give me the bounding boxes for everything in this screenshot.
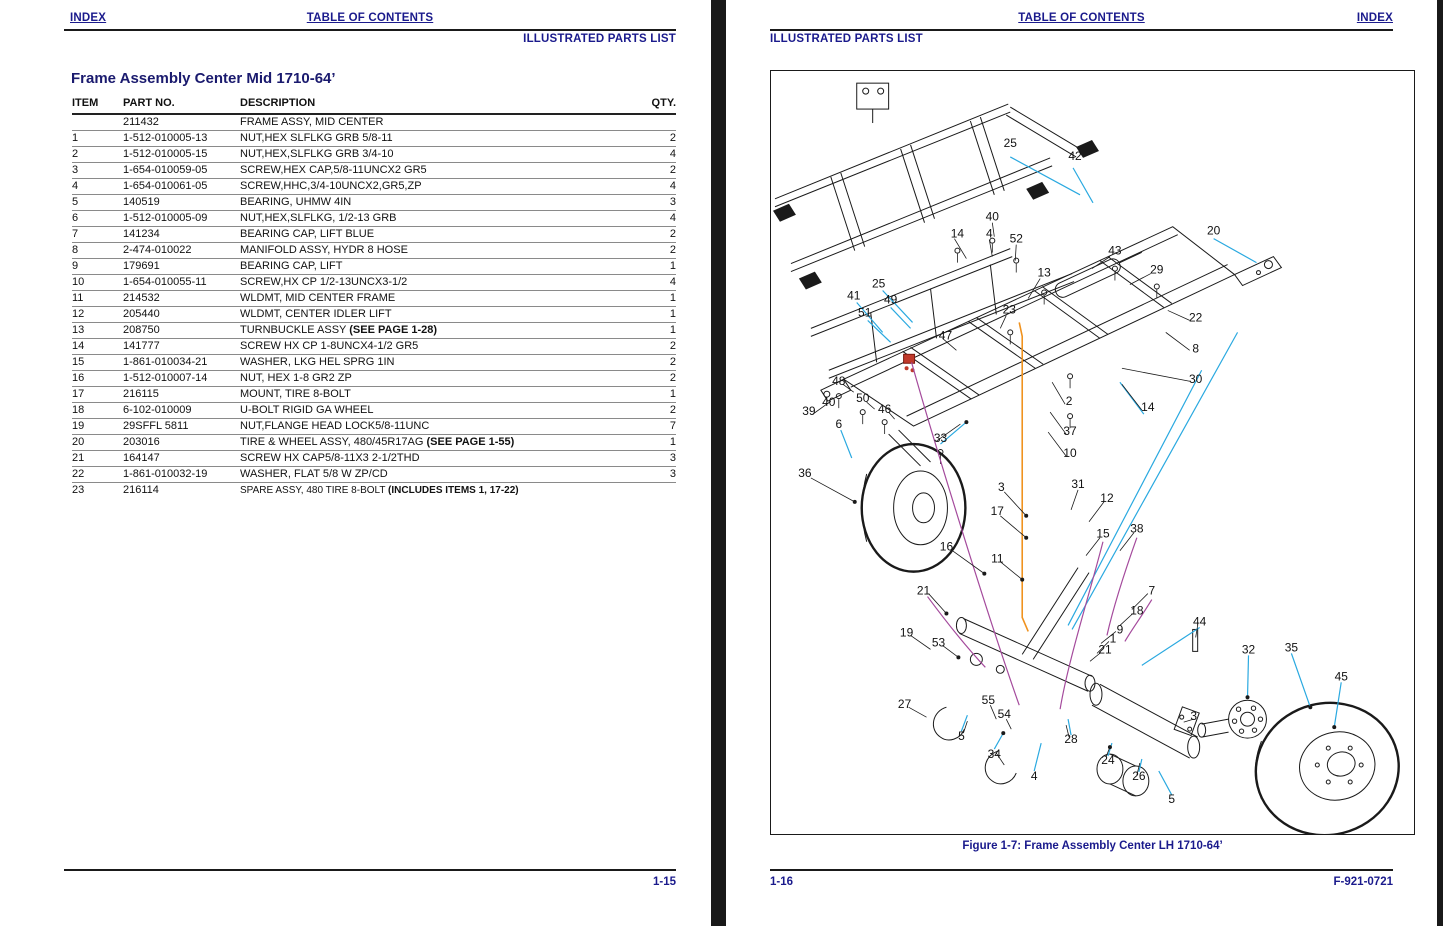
cell-description: SCREW HX CAP5/8-11X3 2-1/2THD — [240, 451, 640, 467]
footer-rule — [64, 869, 676, 871]
cell-part-no: 216115 — [123, 387, 240, 403]
fitting-red — [904, 354, 915, 372]
table-row — [72, 467, 676, 483]
cell-qty: 2 — [640, 163, 676, 179]
front-frame-section — [773, 83, 1099, 378]
cell-part-no: 141777 — [123, 339, 240, 355]
callout-5: 5 — [958, 729, 965, 744]
cell-qty: 1 — [640, 323, 676, 339]
cell-qty: 2 — [640, 355, 676, 371]
leader-line-orange — [1019, 322, 1028, 631]
cell-item: 22 — [72, 467, 123, 483]
page-left — [0, 0, 711, 926]
page-edge — [1437, 0, 1443, 926]
cell-qty — [640, 114, 676, 131]
cell-part-no: 1-512-010007-14 — [123, 371, 240, 387]
callout-30: 30 — [1189, 372, 1203, 387]
col-description: DESCRIPTION — [240, 94, 640, 114]
table-row — [72, 403, 676, 419]
cell-description: NUT,FLANGE HEAD LOCK5/8-11UNC — [240, 419, 640, 435]
callout-20: 20 — [1206, 223, 1221, 238]
callout-38: 38 — [1130, 521, 1144, 536]
hardware-bolts — [836, 238, 1159, 464]
cell-qty: 4 — [640, 179, 676, 195]
cell-qty: 1 — [640, 291, 676, 307]
table-row — [72, 275, 676, 291]
lift-arm-assembly — [933, 568, 1199, 796]
callout-33: 33 — [933, 431, 948, 446]
cell-qty — [640, 483, 676, 499]
cell-item: 6 — [72, 211, 123, 227]
cell-qty: 2 — [640, 243, 676, 259]
col-part-no: PART NO. — [123, 94, 240, 114]
cell-item: 21 — [72, 451, 123, 467]
callout-14: 14 — [950, 226, 965, 241]
callout-23: 23 — [1002, 302, 1016, 317]
cell-part-no: 1-861-010034-21 — [123, 355, 240, 371]
table-row — [72, 195, 676, 211]
table-row — [72, 483, 676, 499]
callout-9: 9 — [1116, 622, 1124, 637]
table-row — [72, 131, 676, 147]
callout-37: 37 — [1063, 424, 1077, 439]
callout-32: 32 — [1241, 642, 1256, 657]
cell-description: SCREW,HHC,3/4-10UNCX2,GR5,ZP — [240, 179, 640, 195]
cell-part-no: 141234 — [123, 227, 240, 243]
figure-caption: Figure 1-7: Frame Assembly Center LH 1710-64’ — [962, 840, 1223, 852]
callout-4: 4 — [1030, 768, 1038, 783]
page-right — [726, 0, 1437, 926]
cell-item: 13 — [72, 323, 123, 339]
callout-48: 48 — [832, 374, 846, 389]
table-row — [72, 211, 676, 227]
cell-description: NUT, HEX 1-8 GR2 ZP — [240, 371, 640, 387]
illustrated-parts-list-label: ILLUSTRATED PARTS LIST — [770, 33, 923, 45]
cell-description: SCREW,HEX CAP,5/8-11UNCX2 GR5 — [240, 163, 640, 179]
cell-part-no: 1-654-010055-11 — [123, 275, 240, 291]
table-header-row — [72, 94, 676, 114]
cell-description: FRAME ASSY, MID CENTER — [240, 114, 640, 131]
header-rule — [64, 29, 676, 31]
cell-part-no: 140519 — [123, 195, 240, 211]
cell-description: SCREW,HX CP 1/2-13UNCX3-1/2 — [240, 275, 640, 291]
cell-description: BEARING CAP, LIFT — [240, 259, 640, 275]
cell-description: WLDMT, MID CENTER FRAME — [240, 291, 640, 307]
callout-40: 40 — [985, 209, 999, 224]
cell-qty: 3 — [640, 195, 676, 211]
cell-description: TURNBUCKLE ASSY (SEE PAGE 1-28) — [240, 323, 640, 339]
cell-part-no: 214532 — [123, 291, 240, 307]
callout-3: 3 — [1190, 709, 1198, 724]
callout-5: 5 — [1168, 791, 1176, 806]
callout-24: 24 — [1101, 753, 1115, 768]
callout-2: 2 — [1065, 394, 1073, 409]
cell-item: 11 — [72, 291, 123, 307]
callout-1: 1 — [1109, 631, 1117, 646]
frame-assembly-diagram — [771, 71, 1414, 834]
cell-qty: 1 — [640, 259, 676, 275]
leader-lines-magenta — [912, 362, 1152, 709]
tire-right — [1242, 688, 1413, 834]
cell-part-no: 1-654-010061-05 — [123, 179, 240, 195]
cell-item: 2 — [72, 147, 123, 163]
callout-34: 34 — [987, 747, 1001, 762]
cell-qty: 1 — [640, 435, 676, 451]
document-number: F-921-0721 — [1333, 876, 1393, 888]
hub-assembly — [1198, 700, 1267, 738]
cell-item: 7 — [72, 227, 123, 243]
cell-item: 4 — [72, 179, 123, 195]
callout-46: 46 — [877, 402, 892, 417]
cell-part-no: 1-512-010005-15 — [123, 147, 240, 163]
cell-qty: 4 — [640, 211, 676, 227]
callout-18: 18 — [1130, 603, 1144, 618]
cell-qty: 2 — [640, 403, 676, 419]
cell-description: BEARING CAP, LIFT BLUE — [240, 227, 640, 243]
cell-item: 14 — [72, 339, 123, 355]
cell-item: 23 — [72, 484, 85, 496]
cell-description: U-BOLT RIGID GA WHEEL — [240, 403, 640, 419]
callout-49: 49 — [883, 292, 898, 307]
cell-description: SCREW HX CP 1-8UNCX4-1/2 GR5 — [240, 339, 640, 355]
callout-43: 43 — [1108, 243, 1122, 258]
table-row — [72, 419, 676, 435]
cell-qty: 3 — [640, 467, 676, 483]
callout-41: 41 — [847, 288, 861, 303]
table-row — [72, 147, 676, 163]
cell-description: MANIFOLD ASSY, HYDR 8 HOSE — [240, 243, 640, 259]
table-row — [72, 179, 676, 195]
callout-numbers — [798, 136, 1348, 806]
page-number: 1-16 — [770, 876, 794, 888]
cell-part-no: 216114 — [123, 484, 159, 496]
cell-part-no: 1-654-010059-05 — [123, 163, 240, 179]
cell-qty: 1 — [640, 307, 676, 323]
parts-table-body — [72, 114, 676, 498]
callout-17: 17 — [990, 503, 1004, 518]
cell-description: NUT,HEX,SLFLKG GRB 3/4-10 — [240, 147, 640, 163]
callout-51: 51 — [858, 305, 872, 320]
col-qty: QTY. — [640, 94, 676, 114]
cell-part-no: 2-474-010022 — [123, 243, 240, 259]
table-row — [72, 114, 676, 131]
callout-25: 25 — [1003, 135, 1017, 150]
cell-qty: 2 — [640, 227, 676, 243]
cell-item: 8 — [72, 243, 123, 259]
cell-description: MOUNT, TIRE 8-BOLT — [240, 387, 640, 403]
col-item: ITEM — [72, 94, 123, 114]
callout-53: 53 — [931, 635, 946, 650]
cell-item: 19 — [72, 419, 123, 435]
page-number: 1-15 — [652, 876, 676, 888]
callout-44: 44 — [1193, 614, 1207, 629]
cell-part-no: 29SFFL 5811 — [123, 419, 240, 435]
callout-54: 54 — [997, 707, 1011, 722]
callout-21: 21 — [916, 583, 931, 598]
cell-part-no: 1-512-010005-13 — [123, 131, 240, 147]
table-row — [72, 307, 676, 323]
cell-item: 5 — [72, 195, 123, 211]
table-row — [72, 323, 676, 339]
cell-description: NUT,HEX SLFLKG GRB 5/8-11 — [240, 131, 640, 147]
callout-52: 52 — [1009, 231, 1023, 246]
table-row — [72, 451, 676, 467]
cell-description: WASHER, FLAT 5/8 W ZP/CD — [240, 467, 640, 483]
cell-part-no: 6-102-010009 — [123, 403, 240, 419]
callout-11: 11 — [991, 551, 1004, 566]
callout-45: 45 — [1334, 669, 1348, 684]
cell-item: 10 — [72, 275, 123, 291]
callout-14: 14 — [1141, 400, 1155, 415]
callout-39: 39 — [802, 404, 816, 419]
callout-6: 6 — [835, 417, 843, 432]
cell-item — [72, 114, 123, 131]
callout-42: 42 — [1068, 148, 1082, 163]
callout-55: 55 — [981, 693, 995, 708]
cell-qty: 7 — [640, 419, 676, 435]
parts-table — [72, 94, 676, 498]
callout-35: 35 — [1284, 640, 1299, 655]
callout-50: 50 — [856, 391, 870, 406]
cell-item: 17 — [72, 387, 123, 403]
cell-part-no: 179691 — [123, 259, 240, 275]
cell-part-no: 1-512-010005-09 — [123, 211, 240, 227]
callout-47: 47 — [938, 328, 953, 343]
callout-13: 13 — [1037, 265, 1051, 280]
cell-item: 9 — [72, 259, 123, 275]
callout-7: 7 — [1148, 583, 1156, 598]
header-rule — [770, 29, 1393, 31]
callout-26: 26 — [1132, 768, 1146, 783]
figure-box — [770, 70, 1415, 835]
callout-12: 12 — [1100, 490, 1114, 505]
illustrated-parts-list-label: ILLUSTRATED PARTS LIST — [523, 33, 676, 45]
table-row — [72, 435, 676, 451]
cell-part-no: 164147 — [123, 451, 240, 467]
cell-part-no: 211432 — [123, 114, 240, 131]
footer-rule — [770, 869, 1393, 871]
page-gutter — [711, 0, 726, 926]
table-row — [72, 163, 676, 179]
table-row — [72, 243, 676, 259]
table-row — [72, 259, 676, 275]
cell-item: 20 — [72, 435, 123, 451]
callout-29: 29 — [1150, 262, 1164, 277]
callout-10: 10 — [1063, 445, 1077, 460]
callout-40: 40 — [822, 395, 836, 410]
cell-qty: 3 — [640, 451, 676, 467]
table-row — [72, 371, 676, 387]
cell-part-no: 208750 — [123, 323, 240, 339]
index-link[interactable]: INDEX — [70, 12, 107, 24]
cell-part-no: 203016 — [123, 435, 240, 451]
cell-description: WLDMT, CENTER IDLER LIFT — [240, 307, 640, 323]
callout-3: 3 — [997, 479, 1005, 494]
callout-22: 22 — [1189, 310, 1203, 325]
cell-qty: 1 — [640, 387, 676, 403]
callout-36: 36 — [798, 465, 812, 480]
callout-27: 27 — [897, 697, 912, 712]
callout-4: 4 — [985, 226, 993, 241]
callout-8: 8 — [1192, 341, 1200, 356]
cell-item: 15 — [72, 355, 123, 371]
cell-description: TIRE & WHEEL ASSY, 480/45R17AG (SEE PAGE 1-55) — [240, 435, 640, 451]
cell-part-no: 205440 — [123, 307, 240, 323]
callout-28: 28 — [1064, 732, 1078, 747]
table-row — [72, 227, 676, 243]
cell-item: 3 — [72, 163, 123, 179]
toc-link[interactable]: TABLE OF CONTENTS — [306, 12, 434, 24]
page-title: Frame Assembly Center Mid 1710-64’ — [71, 70, 336, 87]
callout-25: 25 — [872, 276, 886, 291]
cell-description: NUT,HEX,SLFLKG, 1/2-13 GRB — [240, 211, 640, 227]
cell-description: WASHER, LKG HEL SPRG 1IN — [240, 355, 640, 371]
footer — [770, 876, 1393, 888]
callout-19: 19 — [899, 625, 914, 640]
callout-21: 21 — [1098, 642, 1112, 657]
cell-item: 16 — [72, 371, 123, 387]
cell-qty: 2 — [640, 131, 676, 147]
table-row — [72, 339, 676, 355]
hydraulic-cylinder — [1053, 243, 1145, 300]
callout-16: 16 — [939, 539, 954, 554]
table-row — [72, 355, 676, 371]
callout-15: 15 — [1096, 526, 1110, 541]
cell-item: 18 — [72, 403, 123, 419]
callout-31: 31 — [1071, 476, 1085, 491]
cell-qty: 2 — [640, 371, 676, 387]
toc-link[interactable]: TABLE OF CONTENTS — [1018, 12, 1145, 24]
table-row — [72, 291, 676, 307]
cell-qty: 2 — [640, 339, 676, 355]
cell-qty: 4 — [640, 147, 676, 163]
index-link[interactable]: INDEX — [1356, 12, 1393, 24]
cell-qty: 4 — [640, 275, 676, 291]
cell-item: 1 — [72, 131, 123, 147]
cell-description: SPARE ASSY, 480 TIRE 8-BOLT (INCLUDES ITEMS 1, 17-22) — [240, 485, 519, 496]
table-row — [72, 387, 676, 403]
cell-description: BEARING, UHMW 4IN — [240, 195, 640, 211]
cell-item: 12 — [72, 307, 123, 323]
cell-part-no: 1-861-010032-19 — [123, 467, 240, 483]
